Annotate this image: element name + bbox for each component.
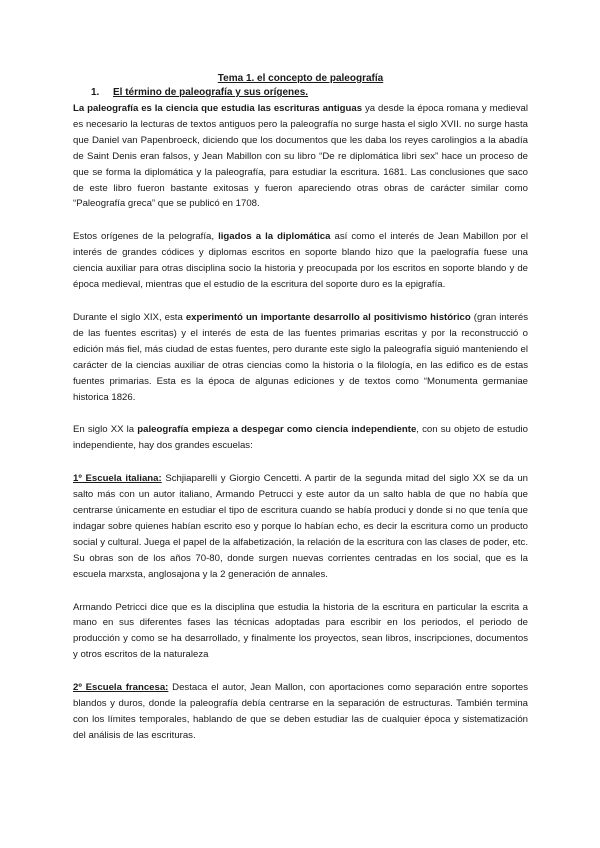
p1-text: ya desde la época romana y medieval es necesario la lecturas de textos antiguos pero la paleografía no surge hasta el siglo XVII. no surge hasta que Daniel van Papenbroeck, diciendo que los documentos que les daba los reyes carolingios a la abadía de Saint Denis eran falsos, y Jean Mabillon con su libro “De re diplomática libri sex” hace un proceso de que se forma la diplomática y la paleografía, para estudiar la escritura. 1681. Las conclusiones que saco de este libro fueron bastante exitosas y fueron apareciendo otras obras de carácter similar como “Paleografía greca” que se publicó en 1708. bbox=[73, 103, 529, 210]
p3-text-1: Durante el siglo XIX, esta bbox=[73, 311, 186, 323]
p4-text-2: , con su objeto de estudio independiente, hay dos grandes escuelas: bbox=[73, 424, 528, 452]
document-body bbox=[73, 72, 528, 761]
paragraph-6 bbox=[73, 600, 528, 664]
section-number: 1. bbox=[91, 87, 100, 98]
p5-underline-1: 1º Escuela italiana: bbox=[73, 473, 162, 485]
p7-underline-1: 2º Escuela francesa: bbox=[73, 682, 169, 694]
section-heading bbox=[91, 86, 528, 100]
paragraph-4 bbox=[73, 422, 528, 454]
paragraph-3 bbox=[73, 310, 528, 405]
p2-text-2: así como el interés de Jean Mabillon por el interés de grandes códices y diplomas escritos en soporte blando hizo que la paelografía fuese una ciencia auxiliar para otras disciplina socio la historia y preocupada por los escritos en soporte blando y de época medieval, mientras que el estudio de la escritura del soporte duro es la epigrafía. bbox=[73, 231, 528, 291]
p1-bold-1: La paleografía es la bbox=[73, 103, 166, 114]
paragraph-2 bbox=[73, 229, 528, 293]
p7-text-1: Destaca el autor, Jean Mallon, con aportaciones como separación entre soportes blandos y duros, donde la paleografía debía centrarse en la separación de estructuras. También termina con los límites temporales, hablando de que se deben estudiar las de cualquier época y sistematización del análisis de las escrituras. bbox=[73, 682, 528, 741]
paragraph-7 bbox=[73, 680, 528, 744]
page-title: Tema 1. el concepto de paleografía bbox=[217, 73, 384, 84]
section-heading-text: El término de paleografía y sus orígenes. bbox=[113, 87, 309, 98]
paragraph-5 bbox=[73, 471, 528, 582]
paragraph-1 bbox=[73, 101, 528, 212]
p2-text-1: Estos orígenes de la pelografía, bbox=[73, 231, 219, 243]
p4-bold-1: paleografía empieza a despegar como ciencia independiente bbox=[137, 424, 417, 436]
p3-bold-1: experimentó un importante desarrollo al positivismo histórico bbox=[185, 311, 471, 323]
p6-text-1: Armando Petricci dice que es la disciplina que estudia la historia de la escritura en particular la escrita a mano en sus diferentes fases las técnicas adoptadas para escribir en los periodos, el periodo de producción y como se ha desarrollado, y finalmente los proyectos, sean libros, inscripciones, documentos y otros escritos de la naturaleza bbox=[73, 601, 528, 661]
p3-text-2: (gran interés de las fuentes escritas) y el interés de esta de las fuentes primarias escritas y por la reconstrucció o edición más fiel, más ciudad de estas fuentes, pero durante este siglo la paleografía siguió manteniendo el carácter de la ciencias auxiliar de otras ciencias como la historia o la filología, en las edifico es de estas fuentes primarias. Esta es la época de algunas ediciones y de textos como “Monumenta germaniae historica 1826. bbox=[73, 311, 528, 403]
p1-bold-2: ciencia que estudia las escrituras antiguas bbox=[165, 103, 363, 114]
p5-text-1: Schjiaparelli y Giorgio Cencetti. A partir de la segunda mitad del siglo XX se da un salto más con un autor italiano, Armando Petrucci y este autor da un salto habla de que no había que centrarse únicamente en estudiar el tipo de escritura cuando se había produci y donde si no que tenía que indagar sobre quienes habían escrito eso y porque lo habían echo, es decir la escritura como un producto social y cultural. Juega el papel de la alfabetización, la relación de la escritura con las clases de poder, etc. Su obras son de los años 70-80, donde surgen nuevas corrientes centradas en los social, que es la escuela marxsta, anglosajona y la 2 generación de annales. bbox=[73, 473, 528, 580]
p2-bold-1: ligados a la diplomática bbox=[218, 231, 331, 243]
p4-text-1: En siglo XX la bbox=[73, 424, 138, 436]
